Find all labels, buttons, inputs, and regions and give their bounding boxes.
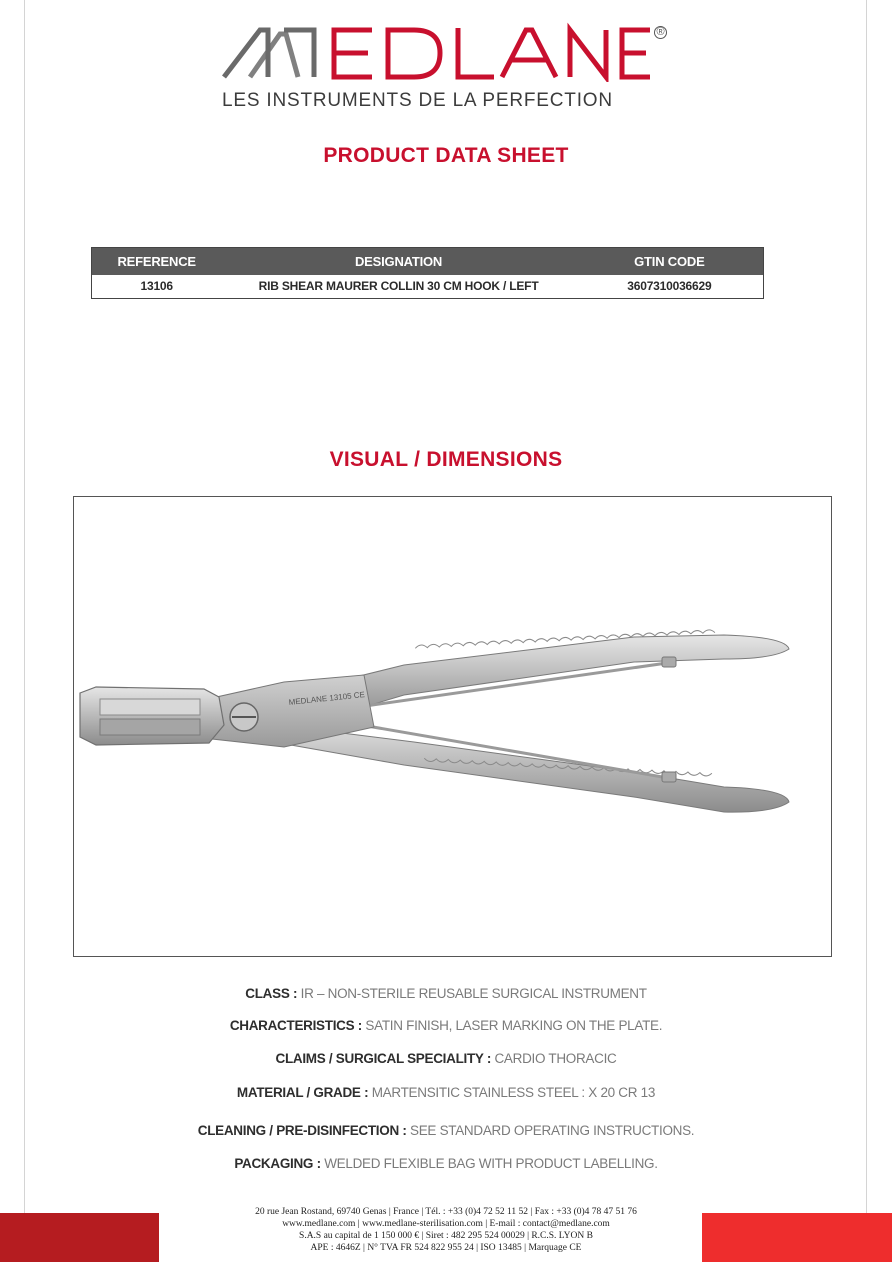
- brand-logo: [222, 22, 674, 112]
- registered-mark: ®: [654, 26, 667, 39]
- footer-line-web: www.medlane.com | www.medlane-sterilisation.com | E-mail : contact@medlane.com: [282, 1219, 610, 1229]
- spec-material: [0, 1085, 892, 1100]
- table-header-row: [92, 248, 764, 275]
- spec-key: CLASS :: [245, 986, 301, 1001]
- footer-line-company: S.A.S au capital de 1 150 000 € | Siret : 482 295 524 00029 | R.C.S. LYON B: [299, 1231, 593, 1241]
- reference-table: [91, 247, 764, 299]
- spec-class: [0, 986, 892, 1001]
- spec-cleaning: [0, 1123, 892, 1138]
- product-data-sheet-title: PRODUCT DATA SHEET: [323, 144, 569, 167]
- spec-key: CLAIMS / SURGICAL SPECIALITY :: [275, 1051, 495, 1066]
- brand-tagline: LES INSTRUMENTS DE LA PERFECTION: [222, 90, 613, 111]
- spec-value: WELDED FLEXIBLE BAG WITH PRODUCT LABELLING.: [324, 1156, 658, 1171]
- footer-address: [0, 1206, 892, 1254]
- header-gtin: GTIN CODE: [576, 248, 764, 275]
- instrument-marking: MEDLANE 13105 CE: [288, 690, 366, 707]
- footer-line-registration: APE : 4646Z | N° TVA FR 524 822 955 24 | ISO 13485 | Marquage CE: [310, 1243, 582, 1253]
- rib-shear-image: [74, 497, 830, 955]
- spec-packaging: [0, 1156, 892, 1171]
- spec-claims: [0, 1051, 892, 1066]
- spec-key: CLEANING / PRE-DISINFECTION :: [197, 1123, 411, 1138]
- footer-line-address: 20 rue Jean Rostand, 69740 Genas | France | Tél. : +33 (0)4 72 52 11 52 | Fax : +33 (0)4 78 47 51 76: [255, 1207, 637, 1217]
- spec-value: CARDIO THORACIC: [494, 1051, 617, 1066]
- spec-key: CHARACTERISTICS :: [229, 1018, 366, 1033]
- cell-designation: RIB SHEAR MAURER COLLIN 30 CM HOOK / LEFT: [258, 279, 539, 294]
- spec-value: IR – NON-STERILE REUSABLE SURGICAL INSTRUMENT: [300, 986, 647, 1001]
- instrument-visual-box: [73, 496, 832, 957]
- visual-dimensions-title: VISUAL / DIMENSIONS: [329, 448, 563, 471]
- cell-gtin: 3607310036629: [627, 279, 712, 294]
- spec-value: SATIN FINISH, LASER MARKING ON THE PLATE.: [365, 1018, 663, 1033]
- spec-value: MARTENSITIC STAINLESS STEEL : X 20 CR 13: [371, 1085, 656, 1100]
- table-row: [92, 275, 764, 299]
- header-reference: REFERENCE: [92, 248, 222, 275]
- header-designation: DESIGNATION: [221, 248, 575, 275]
- spec-value: SEE STANDARD OPERATING INSTRUCTIONS.: [410, 1123, 695, 1138]
- brand-logo-wordmark: [222, 22, 652, 82]
- cell-reference: 13106: [140, 279, 173, 294]
- spec-key: MATERIAL / GRADE :: [236, 1085, 372, 1100]
- spec-characteristics: [0, 1018, 892, 1033]
- spec-key: PACKAGING :: [234, 1156, 325, 1171]
